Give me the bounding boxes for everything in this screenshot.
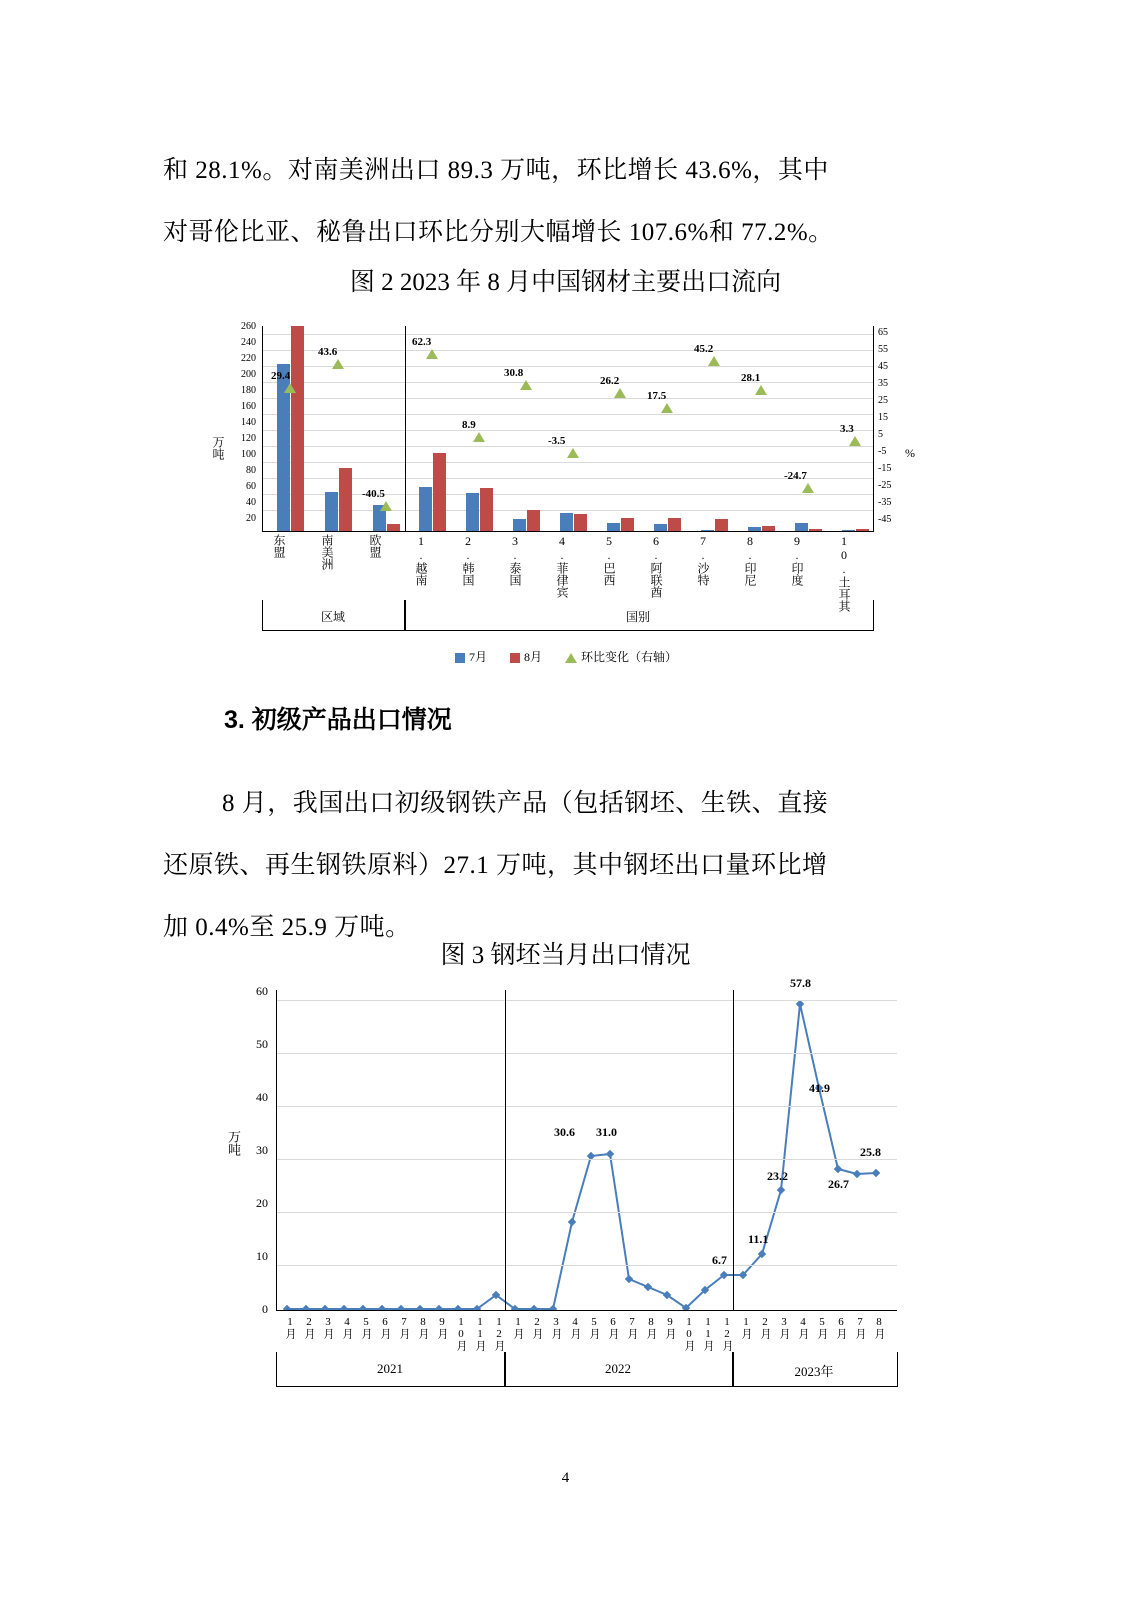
chart3-category-label: 10月: [455, 1316, 467, 1351]
paragraph-line-1: 和 28.1%。对南美洲出口 89.3 万吨，环比增长 43.6%，其中: [163, 157, 829, 184]
chart3-group-label: 2021: [377, 1361, 403, 1376]
chart2-category-label: 南美洲: [320, 534, 334, 570]
chart3-category-label: 12月: [493, 1316, 505, 1351]
chart2-category-label: 5.巴西: [602, 534, 616, 586]
chart2-ytick: 40: [246, 497, 256, 508]
chart3-data-label: 41.9: [809, 1081, 830, 1095]
chart2-data-label: -3.5: [548, 435, 566, 447]
chart2-bar-8yue: [762, 526, 775, 531]
chart2-bar-8yue: [527, 510, 540, 531]
chart2-y2tick: 35: [878, 378, 888, 389]
legend-swatch-icon: [455, 653, 465, 663]
chart3-category-label: 3月: [778, 1316, 790, 1339]
chart2-category-label: 东盟: [272, 534, 286, 558]
chart2-ytick: 80: [246, 465, 256, 476]
chart2-bar-7yue: [842, 530, 855, 531]
chart3-category-label: 4月: [797, 1316, 809, 1339]
chart2-category-label: 6.阿联酋: [649, 534, 663, 598]
chart2-data-label: 8.9: [462, 419, 476, 431]
chart2-bar-8yue: [621, 518, 634, 531]
chart3-ytick: 10: [256, 1249, 268, 1263]
chart2-ytick: 180: [241, 385, 256, 396]
chart2-data-label: 30.8: [504, 367, 524, 379]
chart2-data-label: -24.7: [784, 470, 807, 482]
chart3-data-label: 26.7: [828, 1177, 849, 1191]
chart2-data-label: 28.1: [741, 372, 761, 384]
chart3-category-label: 9月: [664, 1316, 676, 1339]
chart2-y2tick: 45: [878, 361, 888, 372]
chart2-ytick: 160: [241, 401, 256, 412]
chart2-legend-item-7yue: [455, 650, 487, 664]
chart3-category-label: 3月: [550, 1316, 562, 1339]
chart2-category-label: 欧盟: [368, 534, 382, 558]
chart2-data-label: -40.5: [362, 488, 385, 500]
chart2-category-label: 8.印尼: [743, 534, 757, 586]
chart2-marker-change: [661, 403, 673, 413]
paragraph-line-2: 对哥伦比亚、秘鲁出口环比分别大幅增长 107.6%和 77.2%。: [163, 219, 834, 246]
chart3-ytick: 50: [256, 1037, 268, 1051]
chart3-category-label: 5月: [360, 1316, 372, 1339]
chart2-marker-change: [708, 356, 720, 366]
chart3-data-label: 23.2: [767, 1169, 788, 1183]
chart2-data-label: 17.5: [647, 390, 667, 402]
legend-triangle-icon: [565, 653, 577, 663]
chart2-y2tick: -45: [878, 514, 892, 525]
chart3-data-label: 6.7: [712, 1253, 727, 1267]
figure2-title: 图 2 2023 年 8 月中国钢材主要出口流向: [349, 269, 782, 296]
chart2-bar-8yue: [574, 514, 587, 531]
chart3-category-label: 1月: [284, 1316, 296, 1339]
chart3-group-label: 2023年: [794, 1364, 834, 1379]
chart3-category-label: 11月: [702, 1316, 714, 1351]
chart2-ytick: 240: [241, 337, 256, 348]
chart2-y2tick: 15: [878, 412, 888, 423]
chart3-category-label: 11月: [474, 1316, 486, 1351]
chart2-category-label: 7.沙特: [696, 534, 710, 586]
chart3-category-label: 6月: [835, 1316, 847, 1339]
chart2-legend-label: 8月: [523, 650, 542, 664]
chart3-ytick: 0: [262, 1302, 268, 1316]
chart2-legend-label: 环比变化（右轴）: [581, 650, 678, 664]
chart2-marker-change: [473, 432, 485, 442]
chart3-data-label: 30.6: [554, 1125, 575, 1139]
chart2-bar-8yue: [291, 326, 304, 531]
chart2-data-label: 3.3: [840, 423, 854, 435]
chart2-ytick: 260: [241, 321, 256, 332]
chart2-marker-change: [520, 380, 532, 390]
chart2-bar-7yue: [325, 492, 338, 531]
chart2-data-label: 62.3: [412, 336, 432, 348]
chart2-bar-8yue: [387, 524, 400, 531]
chart2-bar-8yue: [480, 488, 493, 531]
chart2-marker-change: [426, 349, 438, 359]
chart3-y-axis-title: 万吨: [226, 1130, 241, 1156]
chart2-ytick: 100: [241, 449, 256, 460]
chart3-category-label: 7月: [398, 1316, 410, 1339]
chart3-category-label: 5月: [588, 1316, 600, 1339]
figure3-chart: [196, 976, 936, 1400]
chart3-ytick: 20: [256, 1196, 268, 1210]
chart2-y2tick: 25: [878, 395, 888, 406]
chart3-category-label: 8月: [417, 1316, 429, 1339]
chart3-category-label: 7月: [626, 1316, 638, 1339]
chart3-data-label: 31.0: [596, 1125, 617, 1139]
chart2-legend: [196, 648, 936, 665]
chart2-category-label: 2.韩国: [461, 534, 475, 586]
chart2-marker-change: [567, 448, 579, 458]
chart2-ytick: 200: [241, 369, 256, 380]
chart2-bar-8yue: [809, 529, 822, 531]
chart2-y2tick: 55: [878, 344, 888, 355]
chart3-category-label: 4月: [569, 1316, 581, 1339]
chart3-line-svg: [277, 990, 897, 1310]
chart2-category-label: 10.土耳其: [837, 534, 851, 612]
chart2-marker-change: [802, 483, 814, 493]
chart2-data-label: 26.2: [600, 375, 620, 387]
chart2-group-label: 国别: [625, 610, 650, 624]
legend-swatch-icon: [510, 653, 520, 663]
chart2-category-label: 3.泰国: [508, 534, 522, 586]
chart3-category-label: 8月: [645, 1316, 657, 1339]
chart2-bar-7yue: [795, 523, 808, 531]
chart3-category-label: 1月: [512, 1316, 524, 1339]
chart2-y2tick: -15: [878, 463, 892, 474]
chart3-category-label: 12月: [721, 1316, 733, 1351]
chart3-category-label: 4月: [341, 1316, 353, 1339]
chart2-bar-8yue: [856, 529, 869, 531]
chart2-ytick: 220: [241, 353, 256, 364]
chart2-data-label: 29.4: [271, 370, 291, 382]
chart2-data-label: 45.2: [694, 343, 714, 355]
chart2-y2tick: 5: [878, 429, 883, 440]
chart3-data-label: 11.1: [748, 1232, 769, 1246]
paragraph3-line-3: 加 0.4%至 25.9 万吨。: [163, 914, 411, 941]
chart3-category-label: 2月: [759, 1316, 771, 1339]
chart2-bar-7yue: [607, 523, 620, 531]
chart3-category-label: 2月: [531, 1316, 543, 1339]
chart2-bar-8yue: [433, 453, 446, 531]
chart2-marker-change: [332, 359, 344, 369]
chart3-data-label: 25.8: [860, 1145, 881, 1159]
chart2-marker-change: [755, 385, 767, 395]
chart3-category-label: 2月: [303, 1316, 315, 1339]
section-heading-3: 3. 初级产品出口情况: [224, 706, 452, 734]
chart2-bar-7yue: [748, 527, 761, 531]
paragraph3-line-1: 8 月，我国出口初级钢铁产品（包括钢坯、生铁、直接: [222, 790, 829, 817]
chart2-legend-item-change: [565, 650, 677, 664]
chart2-ytick: 140: [241, 417, 256, 428]
chart2-bar-7yue: [466, 493, 479, 531]
chart2-bar-7yue: [419, 487, 432, 531]
figure2-chart: [196, 318, 936, 678]
chart2-marker-change: [849, 436, 861, 446]
chart2-bar-7yue: [513, 519, 526, 531]
chart3-plot-area: [276, 990, 897, 1311]
chart2-bar-8yue: [339, 468, 352, 531]
paragraph3-line-2: 还原铁、再生钢铁原料）27.1 万吨，其中钢坯出口量环比增: [163, 852, 828, 879]
chart2-group-label: 区域: [320, 610, 345, 624]
chart2-y-axis-title: 万吨: [211, 436, 225, 460]
chart2-legend-label: 7月: [468, 650, 487, 664]
chart2-ytick: 120: [241, 433, 256, 444]
chart2-y2tick: -35: [878, 497, 892, 508]
chart3-group-label: 2022: [605, 1361, 631, 1376]
chart2-bar-8yue: [668, 518, 681, 531]
chart2-ytick: 20: [246, 513, 256, 524]
chart2-marker-change: [284, 383, 296, 393]
chart2-bar-7yue: [560, 513, 573, 531]
chart3-category-label: 10月: [683, 1316, 695, 1351]
chart3-category-label: 7月: [854, 1316, 866, 1339]
figure3-title: 图 3 钢坯当月出口情况: [440, 942, 691, 969]
chart3-category-label: 6月: [607, 1316, 619, 1339]
chart2-category-label: 4.菲律宾: [555, 534, 569, 598]
chart2-ytick: 60: [246, 481, 256, 492]
page-number: 4: [561, 1470, 570, 1486]
chart2-data-label: 43.6: [318, 346, 338, 358]
chart2-bar-7yue: [654, 524, 667, 531]
chart3-category-label: 6月: [379, 1316, 391, 1339]
chart2-category-label: 1.越南: [414, 534, 428, 586]
chart2-bar-8yue: [715, 519, 728, 531]
chart3-ytick: 40: [256, 1090, 268, 1104]
chart3-category-label: 9月: [436, 1316, 448, 1339]
chart3-category-label: 3月: [322, 1316, 334, 1339]
chart3-ytick: 30: [256, 1143, 268, 1157]
chart3-category-label: 5月: [816, 1316, 828, 1339]
chart2-y2tick: -25: [878, 480, 892, 491]
chart2-bar-7yue: [701, 530, 714, 531]
chart2-legend-item-8yue: [510, 650, 542, 664]
chart2-marker-change: [380, 501, 392, 511]
chart3-category-label: 1月: [740, 1316, 752, 1339]
chart2-category-label: 9.印度: [790, 534, 804, 586]
chart3-ytick: 60: [256, 984, 268, 998]
chart2-y2tick: 65: [878, 327, 888, 338]
chart2-y2tick: -5: [878, 446, 887, 457]
chart3-category-label: 8月: [873, 1316, 885, 1339]
chart2-plot-area: [262, 326, 874, 532]
chart2-marker-change: [614, 388, 626, 398]
chart3-data-label: 57.8: [790, 976, 811, 990]
chart2-y2-axis-title: %: [903, 446, 917, 460]
